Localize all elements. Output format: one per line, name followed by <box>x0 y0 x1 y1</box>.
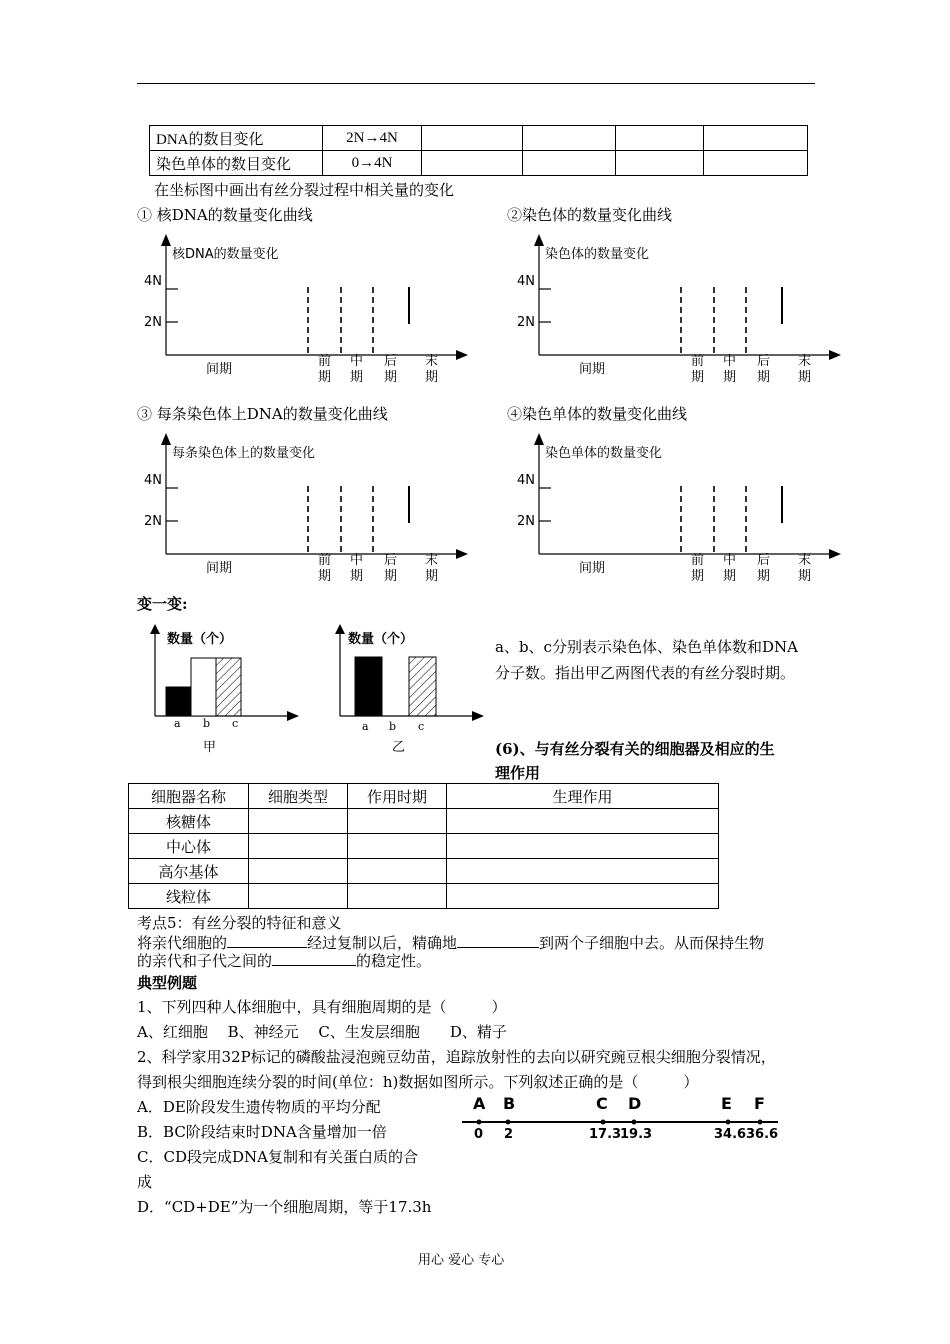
question-1: 1、下列四种人体细胞中，具有细胞周期的是（ ） <box>137 998 507 1016</box>
option-d: D．“CD+DE”为一个细胞周期，等于17.3h <box>137 1198 432 1216</box>
graph-caption-3: ③ 每条染色体上DNA的数量变化曲线 <box>137 405 388 423</box>
variation-desc-1: a、b、c分别表示染色体、染色单体数和DNA <box>495 638 798 656</box>
label-prophase: 前 期 <box>318 553 332 584</box>
timeline-letter: A <box>473 1094 486 1113</box>
label-prophase: 前 期 <box>318 354 332 385</box>
bar-ylabel: 数量（个） <box>348 632 414 647</box>
tick-2n: 2N <box>517 514 535 529</box>
col-header: 细胞类型 <box>249 784 348 809</box>
bar-chart-yi <box>330 624 490 760</box>
label-metaphase: 中 期 <box>723 354 737 385</box>
graph-caption-4: ④染色单体的数量变化曲线 <box>507 405 688 423</box>
bar-label-a: a <box>174 717 181 730</box>
timeline-letter: E <box>721 1094 732 1113</box>
timeline-value: 2 <box>504 1127 514 1142</box>
label-telophase: 末 期 <box>425 354 439 385</box>
fill-blank[interactable] <box>457 933 539 948</box>
graph-caption-1: ① 核DNA的数量变化曲线 <box>137 206 313 224</box>
tick-4n: 4N <box>144 274 162 289</box>
row-label: DNA的数目变化 <box>150 126 323 151</box>
header-rule <box>137 83 815 84</box>
tick-2n: 2N <box>144 514 162 529</box>
question-1-options: A、红细胞 B、神经元 C、生发层细胞 D、精子 <box>137 1023 507 1041</box>
fill-blank[interactable] <box>272 951 356 966</box>
bar-c <box>409 657 436 716</box>
label-interphase: 间期 <box>206 561 233 576</box>
option-c-1: C．CD段完成DNA复制和有关蛋白质的合 <box>137 1148 418 1166</box>
fill-blank[interactable] <box>227 933 307 948</box>
tick-2n: 2N <box>144 315 162 330</box>
graph-4 <box>513 433 853 593</box>
label-telophase: 末 期 <box>798 553 812 584</box>
table-row <box>129 834 719 859</box>
footer: 用心 爱心 专心 <box>418 1253 505 1268</box>
graph-caption-2: ②染色体的数量变化曲线 <box>507 206 673 224</box>
organelle-name: 线粒体 <box>129 884 249 909</box>
tick-4n: 4N <box>517 473 535 488</box>
col-header: 生理作用 <box>447 784 719 809</box>
bar-label-c: c <box>418 720 425 733</box>
row-value: 0→4N <box>323 151 422 176</box>
timeline-letter: B <box>503 1094 516 1113</box>
organelle-table <box>128 783 719 909</box>
label-anaphase: 后 期 <box>757 354 771 385</box>
col-header: 细胞器名称 <box>129 784 249 809</box>
graph-1 <box>140 234 480 394</box>
bar-label-c: c <box>232 717 239 730</box>
timeline-value: 17.3 <box>589 1127 622 1142</box>
bar-a <box>166 687 191 716</box>
tick-2n: 2N <box>517 315 535 330</box>
graph-3-ylabel: 每条染色体上的数量变化 <box>172 446 316 461</box>
organelle-name: 核糖体 <box>129 809 249 834</box>
label-anaphase: 后 期 <box>384 553 398 584</box>
variation-heading: 变一变: <box>137 595 188 613</box>
instruction: 在坐标图中画出有丝分裂过程中相关量的变化 <box>154 181 455 199</box>
bar-label-b: b <box>203 717 211 730</box>
col-header: 作用时期 <box>348 784 447 809</box>
label-telophase: 末 期 <box>425 553 439 584</box>
label-interphase: 间期 <box>579 362 606 377</box>
table-row <box>129 809 719 834</box>
label-interphase: 间期 <box>579 561 606 576</box>
timeline-letter: D <box>628 1094 642 1113</box>
option-b: B．BC阶段结束时DNA含量增加一倍 <box>137 1123 387 1141</box>
row-label: 染色单体的数目变化 <box>150 151 323 176</box>
organelle-name: 高尔基体 <box>129 859 249 884</box>
label-metaphase: 中 期 <box>350 354 364 385</box>
option-a: A．DE阶段发生遗传物质的平均分配 <box>137 1098 381 1116</box>
organelle-name: 中心体 <box>129 834 249 859</box>
bar-label-b: b <box>389 720 397 733</box>
bar-c <box>216 658 241 716</box>
bar-label-a: a <box>362 720 369 733</box>
table-row <box>150 126 808 151</box>
graph-4-ylabel: 染色单体的数量变化 <box>545 446 663 461</box>
timeline-value: 0 <box>474 1127 484 1142</box>
organelle-heading-2: 理作用 <box>495 764 541 782</box>
label-metaphase: 中 期 <box>723 553 737 584</box>
kaodian-title: 考点5：有丝分裂的特征和意义 <box>137 914 342 932</box>
graph-2-ylabel: 染色体的数量变化 <box>545 247 650 262</box>
timeline-letter: C <box>596 1094 608 1113</box>
label-interphase: 间期 <box>206 362 233 377</box>
label-telophase: 末 期 <box>798 354 812 385</box>
label-anaphase: 后 期 <box>384 354 398 385</box>
organelle-heading-1: (6)、与有丝分裂有关的细胞器及相应的生 <box>495 740 775 758</box>
chart-name-yi: 乙 <box>392 740 406 755</box>
timeline-letter: F <box>754 1094 765 1113</box>
graph-3 <box>140 433 480 593</box>
option-c-2: 成 <box>137 1173 153 1191</box>
table-row <box>150 151 808 176</box>
chart-name-jia: 甲 <box>203 740 217 755</box>
bar-b <box>191 658 216 716</box>
table-header-row <box>129 784 719 809</box>
label-prophase: 前 期 <box>691 553 705 584</box>
question-2-line-1: 2、科学家用32P标记的磷酸盐浸泡豌豆幼苗，追踪放射性的去向以研究豌豆根尖细胞分裂情况， <box>137 1048 776 1066</box>
timeline-value: 34.6 <box>714 1127 747 1142</box>
table-row <box>129 859 719 884</box>
question-2-line-2: 得到根尖细胞连续分裂的时间(单位：h)数据如图所示。下列叙述正确的是（ ） <box>137 1073 699 1091</box>
graph-2 <box>513 234 853 394</box>
tick-4n: 4N <box>517 274 535 289</box>
cell-cycle-timeline <box>462 1094 792 1146</box>
bar-chart-jia <box>147 624 307 760</box>
label-prophase: 前 期 <box>691 354 705 385</box>
kaodian-sentence-1: 将亲代细胞的 经过复制以后，精确地 到两个子细胞中去。从而保持生物 <box>137 934 765 952</box>
variation-desc-2: 分子数。指出甲乙两图代表的有丝分裂时期。 <box>495 664 796 682</box>
examples-heading: 典型例题 <box>137 974 198 992</box>
bar-a <box>355 657 382 716</box>
kaodian-sentence-2: 的亲代和子代之间的 的稳定性。 <box>137 952 432 970</box>
tick-4n: 4N <box>144 473 162 488</box>
timeline-value: 36.6 <box>746 1127 779 1142</box>
timeline-value: 19.3 <box>620 1127 653 1142</box>
row-value: 2N→4N <box>323 126 422 151</box>
bar-ylabel: 数量（个） <box>167 632 233 647</box>
dna-change-table <box>149 125 808 176</box>
label-metaphase: 中 期 <box>350 553 364 584</box>
label-anaphase: 后 期 <box>757 553 771 584</box>
graph-1-ylabel: 核DNA的数量变化 <box>172 247 279 262</box>
table-row <box>129 884 719 909</box>
